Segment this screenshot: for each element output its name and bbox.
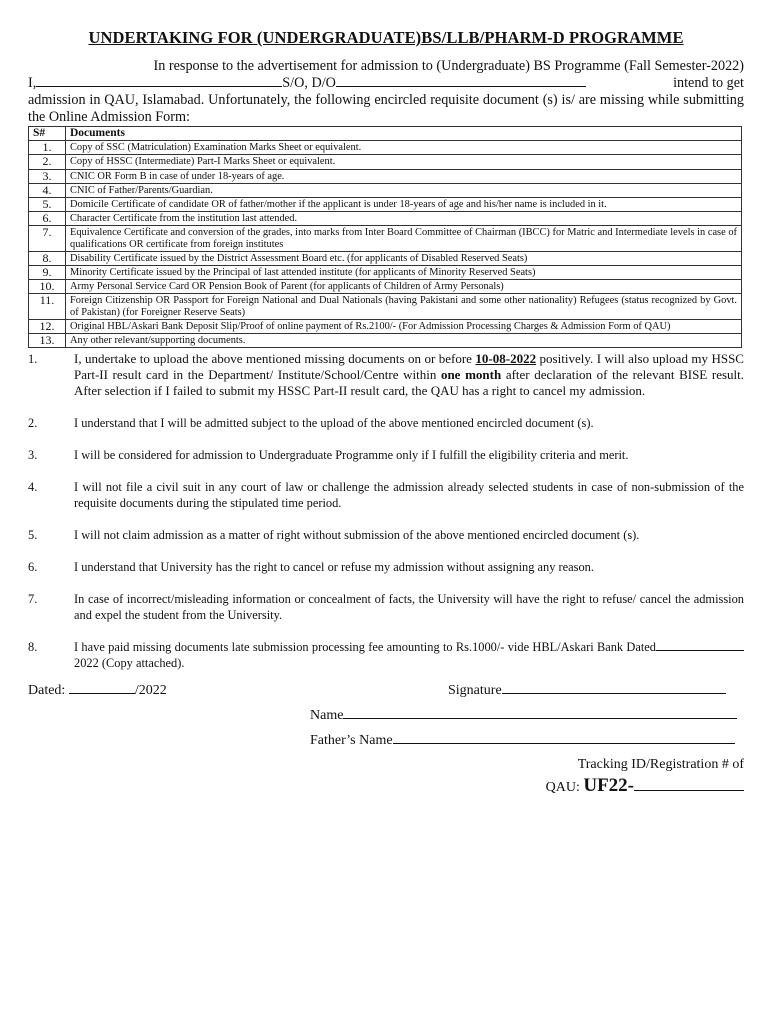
point-8 [28,639,744,671]
row-document: Character Certificate from the institution last attended. [66,212,742,226]
header-sno: S# [29,127,66,141]
row-number: 2. [29,155,66,169]
point-item [28,447,744,463]
row-document: Army Personal Service Card OR Pension Book of Parent (for applicants of Children of Army Personals) [66,280,742,294]
row-number: 3. [29,169,66,183]
qau-label: QAU: [545,780,580,796]
name-field[interactable] [343,706,737,719]
payment-date-field[interactable] [656,639,744,651]
parent-name-field[interactable] [336,75,586,87]
point-text: I will not file a civil suit in any court of law or challenge the admission already selected students in case of non-submission of the requisite documents during the stipulated time period. [74,480,744,511]
signature-row [448,681,726,699]
i-prefix: I, [28,75,37,91]
intro-rest: admission in QAU, Islamabad. Unfortunately, the following encircled requisite document (s) is/ are missing while submitting the Online Admission Form: [28,92,744,125]
point-item [28,479,744,511]
page-title: UNDERTAKING FOR (UNDERGRADUATE)BS/LLB/PHARM-D PROGRAMME [88,28,684,47]
row-number: 7. [29,226,66,251]
one-month-emphasis: one month [440,367,502,383]
table-row [29,183,742,197]
point-item [28,527,744,543]
row-document: Equivalence Certificate and conversion of the grades, into marks from Inter Board Committee of Chairman (IBCC) for Matric and Intermediate levels in case of qualifications OR certificate from foreign institutes [66,226,742,251]
dated-label: Dated: [28,683,66,699]
deadline-date: 10-08-2022 [475,351,537,367]
row-document: Domicile Certificate of candidate OR of father/mother if the applicant is under 18-years of age and his/her name is included in it. [66,198,742,212]
intro-paragraph [28,58,744,126]
point-number: 7. [28,592,38,607]
father-name-field[interactable] [393,731,735,744]
table-row [29,319,742,333]
undertaking-form [28,28,744,817]
row-document: Copy of HSSC (Intermediate) Part-I Marks Sheet or equivalent. [66,155,742,169]
point-8-part-a: I have paid missing documents late submission processing fee amounting to Rs.1000/- vide HBL/Askari Bank Dated [74,640,656,655]
row-number: 9. [29,266,66,280]
applicant-name-field[interactable] [36,75,282,87]
point-text: I understand that I will be admitted subject to the upload of the above mentioned encircled document (s). [74,416,594,431]
point-number: 3. [28,448,38,463]
table-row [29,294,742,319]
header-documents: Documents [66,127,742,141]
dated-row [28,681,167,699]
table-row [29,280,742,294]
table-row [29,334,742,348]
row-number: 12. [29,319,66,333]
row-document: CNIC OR Form B in case of under 18-years of age. [66,169,742,183]
applicant-line [28,75,744,92]
row-document: Any other relevant/supporting documents. [66,334,742,348]
tracking-label-row [578,757,744,773]
dated-field[interactable] [69,681,135,694]
so-do-label: S/O, D/O [282,75,336,91]
point-text: I will be considered for admission to Undergraduate Programme only if I fulfill the eligibility criteria and merit. [74,448,629,463]
uf-prefix: UF22- [583,775,634,797]
table-header-row [29,127,742,141]
point-text: I understand that University has the right to cancel or refuse my admission without assigning any reason. [74,560,594,575]
point-1-part-b: positively. I will also upload my HSSC Part-II result card in the Department/ Institute/School/Centre within [74,351,744,383]
row-document: Minority Certificate issued by the Principal of last attended institute (for applicants of Minority Reserved Seats) [66,266,742,280]
signature-field[interactable] [502,681,726,694]
row-number: 4. [29,183,66,197]
points-list [28,415,744,623]
row-document: Foreign Citizenship OR Passport for Foreign National and Dual Nationals (having Pakistani and some other nationality) Refugees (status recognized by Govt. of Pakistan) (for Foreigner Reserve Seats) [66,294,742,319]
point-text: I will not claim admission as a matter of right without submission of the above mentioned encircled document (s). [74,528,640,543]
row-number: 8. [29,251,66,265]
row-number: 5. [29,198,66,212]
table-row [29,155,742,169]
signature-label: Signature [448,683,502,699]
table-row [29,251,742,265]
tracking-id-row [546,775,744,797]
table-row [29,226,742,251]
point-item [28,559,744,575]
table-row [29,141,742,155]
row-number: 11. [29,294,66,319]
tracking-label: Tracking ID/Registration # of [577,757,744,773]
row-document: Original HBL/Askari Bank Deposit Slip/Proof of online payment of Rs.2100/- (For Admission Processing Charges & Admission Form of QAU) [66,319,742,333]
point-item [28,415,744,431]
father-name-row [310,731,735,749]
point-1-part-a: I, undertake to upload the above mentioned missing documents on or before [74,351,476,367]
point-text [74,639,744,671]
point-number: 1. [28,352,38,367]
undertaking-points [28,351,744,671]
row-document: Disability Certificate issued by the District Assessment Board etc. (for applicants of Disabled Reserved Seats) [66,251,742,265]
row-number: 1. [29,141,66,155]
table-row [29,212,742,226]
point-text [74,351,744,399]
row-document: CNIC of Father/Parents/Guardian. [66,183,742,197]
name-label: Name [310,708,344,724]
point-number: 5. [28,528,38,543]
point-number: 4. [28,480,38,495]
row-document: Copy of SSC (Matriculation) Examination Marks Sheet or equivalent. [66,141,742,155]
table-row [29,266,742,280]
tracking-id-field[interactable] [634,778,744,791]
documents-table-body [29,141,742,348]
intro-line-1: In response to the advertisement for admission to (Undergraduate) BS Programme (Fall Semester-2022) [153,58,744,74]
row-number: 10. [29,280,66,294]
table-row [29,169,742,183]
point-1-part-c: after declaration of the relevant BISE result. After selection if I failed to submit my HSSC Part-II result card, the QAU has a right to cancel my admission. [74,367,744,399]
documents-table [28,126,742,348]
point-text: In case of incorrect/misleading information or concealment of facts, the University will have the right to refuse/ cancel the admission and expel the student from the University. [74,592,744,623]
point-number: 2. [28,416,38,431]
dated-year: /2022 [134,683,167,699]
row-number: 6. [29,212,66,226]
point-item [28,591,744,623]
point-8-part-b: 2022 (Copy attached). [74,656,185,671]
table-row [29,198,742,212]
row-number: 13. [29,334,66,348]
name-row [310,706,737,724]
signature-block [28,683,744,817]
point-number: 6. [28,560,38,575]
father-name-label: Father’s Name [310,733,393,749]
point-1 [28,351,744,399]
intend-label: intend to get [673,75,744,91]
point-number: 8. [28,640,38,655]
